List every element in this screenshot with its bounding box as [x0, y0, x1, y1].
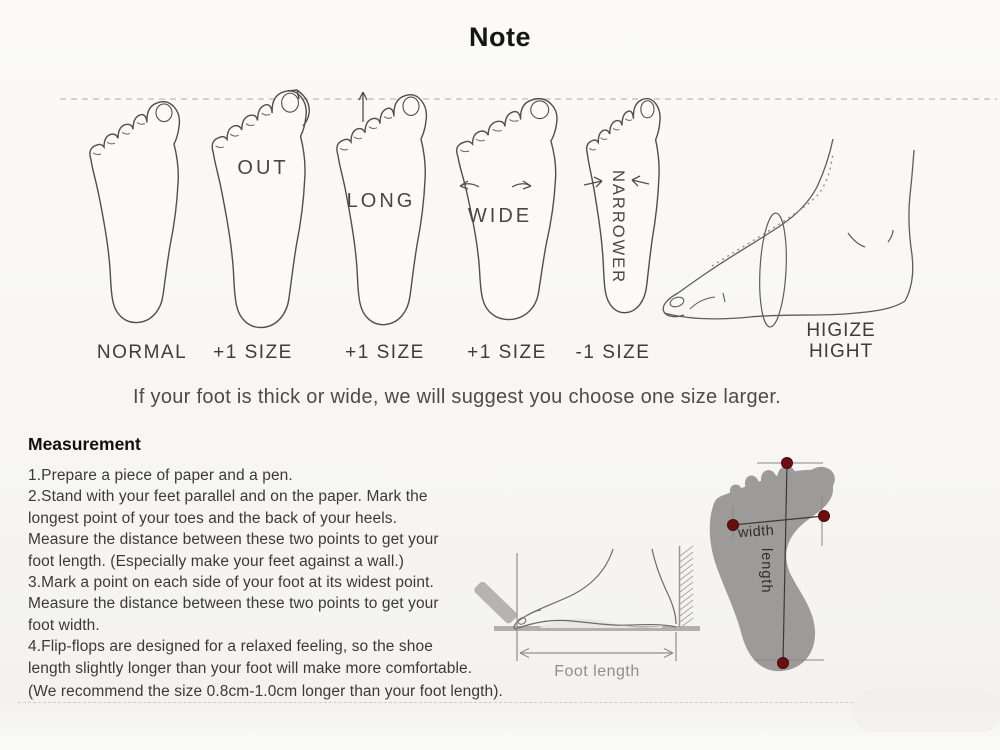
foot-inner-label-wide: WIDE: [467, 205, 533, 227]
faint-artifact-line: [18, 702, 878, 703]
measurement-line: Measure the distance between these two points to get your: [28, 595, 439, 613]
wall-hatching: [680, 546, 693, 628]
footprint-width-label: width: [737, 522, 775, 542]
foot-size-label-instep-line1: HIGIZE: [806, 320, 876, 341]
instep-dotted-line: [712, 153, 833, 266]
measurement-line: 1.Prepare a piece of paper and a pen.: [28, 467, 293, 484]
page-title: Note: [469, 22, 531, 52]
measurement-line: longest point of your toes and the back of your heels.: [28, 509, 398, 527]
size-advice-text: If your foot is thick or wide, we will suggest you choose one size larger.: [132, 386, 782, 408]
foot-length-caption: Foot length: [554, 663, 640, 680]
measurement-line: (We recommend the size 0.8cm-1.0cm longer than your foot length).: [28, 683, 503, 701]
measurement-line: foot width.: [28, 616, 100, 634]
foot-side-view-illustration: [663, 139, 914, 328]
long-arrow-icon: [359, 92, 367, 122]
foot-size-label-instep-line2: HIGHT: [808, 341, 874, 362]
foot-size-label-wide: +1 SIZE: [467, 342, 547, 363]
foot-inner-label-narrower: NARROWER: [609, 170, 627, 285]
foot-normal-illustration: [90, 102, 180, 323]
foot-size-label-normal: NORMAL: [96, 342, 188, 363]
foot-inner-label-out: OUT: [237, 157, 289, 179]
measurement-line: length slightly longer than your foot will make more comfortable.: [28, 659, 473, 677]
measurement-heading: Measurement: [28, 434, 141, 454]
foot-size-label-narrower: -1 SIZE: [575, 342, 651, 363]
measurement-line: Measure the distance between these two points to get your: [28, 531, 439, 549]
measurement-line: 2.Stand with your feet parallel and on the paper. Mark the: [28, 488, 428, 506]
foot-inner-label-long: LONG: [346, 190, 416, 212]
measurement-instructions: [28, 465, 548, 702]
foot-out-illustration: [212, 90, 309, 327]
measurement-line: 4.Flip-flops are designed for a relaxed feeling, so the shoe: [28, 638, 433, 656]
measurement-line: foot length. (Especially make your feet against a wall.): [28, 552, 405, 570]
measurement-line: 3.Mark a point on each side of your foot at its widest point.: [28, 574, 434, 592]
footprint-length-label: length: [758, 548, 774, 594]
foot-size-label-out: +1 SIZE: [213, 342, 293, 363]
watermark-blob: [852, 690, 1000, 732]
foot-size-label-long: +1 SIZE: [345, 342, 425, 363]
instep-measuring-loop: [757, 212, 789, 327]
